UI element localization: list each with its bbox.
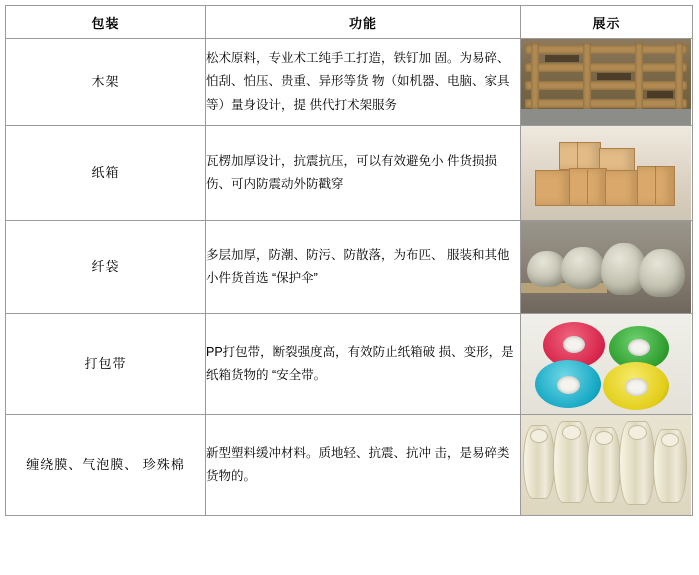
table-header-row [6, 6, 693, 39]
packaging-demo [521, 39, 693, 126]
packaging-name: 木架 [6, 39, 206, 126]
packaging-function: 瓦楞加厚设计，抗震抗压，可以有效避免小 件货损损伤、可内防震动外防戳穿 [206, 126, 521, 221]
packaging-function: 松术原料，专业术工纯手工打造，铁钉加 固。为易碎、怕刮、怕压、贵重、异形等货 物（如机器、电脑、家具等）量身设计，提 供代打术架服务 [206, 39, 521, 126]
packaging-table [5, 5, 693, 516]
stretch-film-photo [521, 415, 691, 515]
packaging-name: 纤袋 [6, 221, 206, 314]
table-row [6, 126, 693, 221]
wooden-crate-photo [521, 39, 691, 125]
packaging-name: 缠绕膜、气泡膜、 珍殊棉 [6, 415, 206, 516]
table-row [6, 415, 693, 516]
column-header-packaging: 包装 [6, 6, 206, 39]
packaging-function: 多层加厚，防潮、防污、防散落，为布匹、 服装和其他小件货首选 “保护伞” [206, 221, 521, 314]
packaging-demo [521, 126, 693, 221]
woven-bags-photo [521, 221, 691, 313]
packaging-demo [521, 415, 693, 516]
table-row [6, 221, 693, 314]
table-row [6, 314, 693, 415]
packaging-name: 纸箱 [6, 126, 206, 221]
carton-boxes-photo [521, 126, 691, 220]
table-row [6, 39, 693, 126]
packaging-name: 打包带 [6, 314, 206, 415]
packaging-demo [521, 221, 693, 314]
column-header-demo: 展示 [521, 6, 693, 39]
strapping-rolls-photo [521, 314, 691, 414]
document-page [0, 5, 699, 575]
column-header-function: 功能 [206, 6, 521, 39]
packaging-function: PP打包带，断裂强度高，有效防止纸箱破 损、变形，是纸箱货物的 “安全带。 [206, 314, 521, 415]
packaging-demo [521, 314, 693, 415]
packaging-function: 新型塑料缓冲材料。质地轻、抗震、抗冲 击，是易碎类货物的。 [206, 415, 521, 516]
